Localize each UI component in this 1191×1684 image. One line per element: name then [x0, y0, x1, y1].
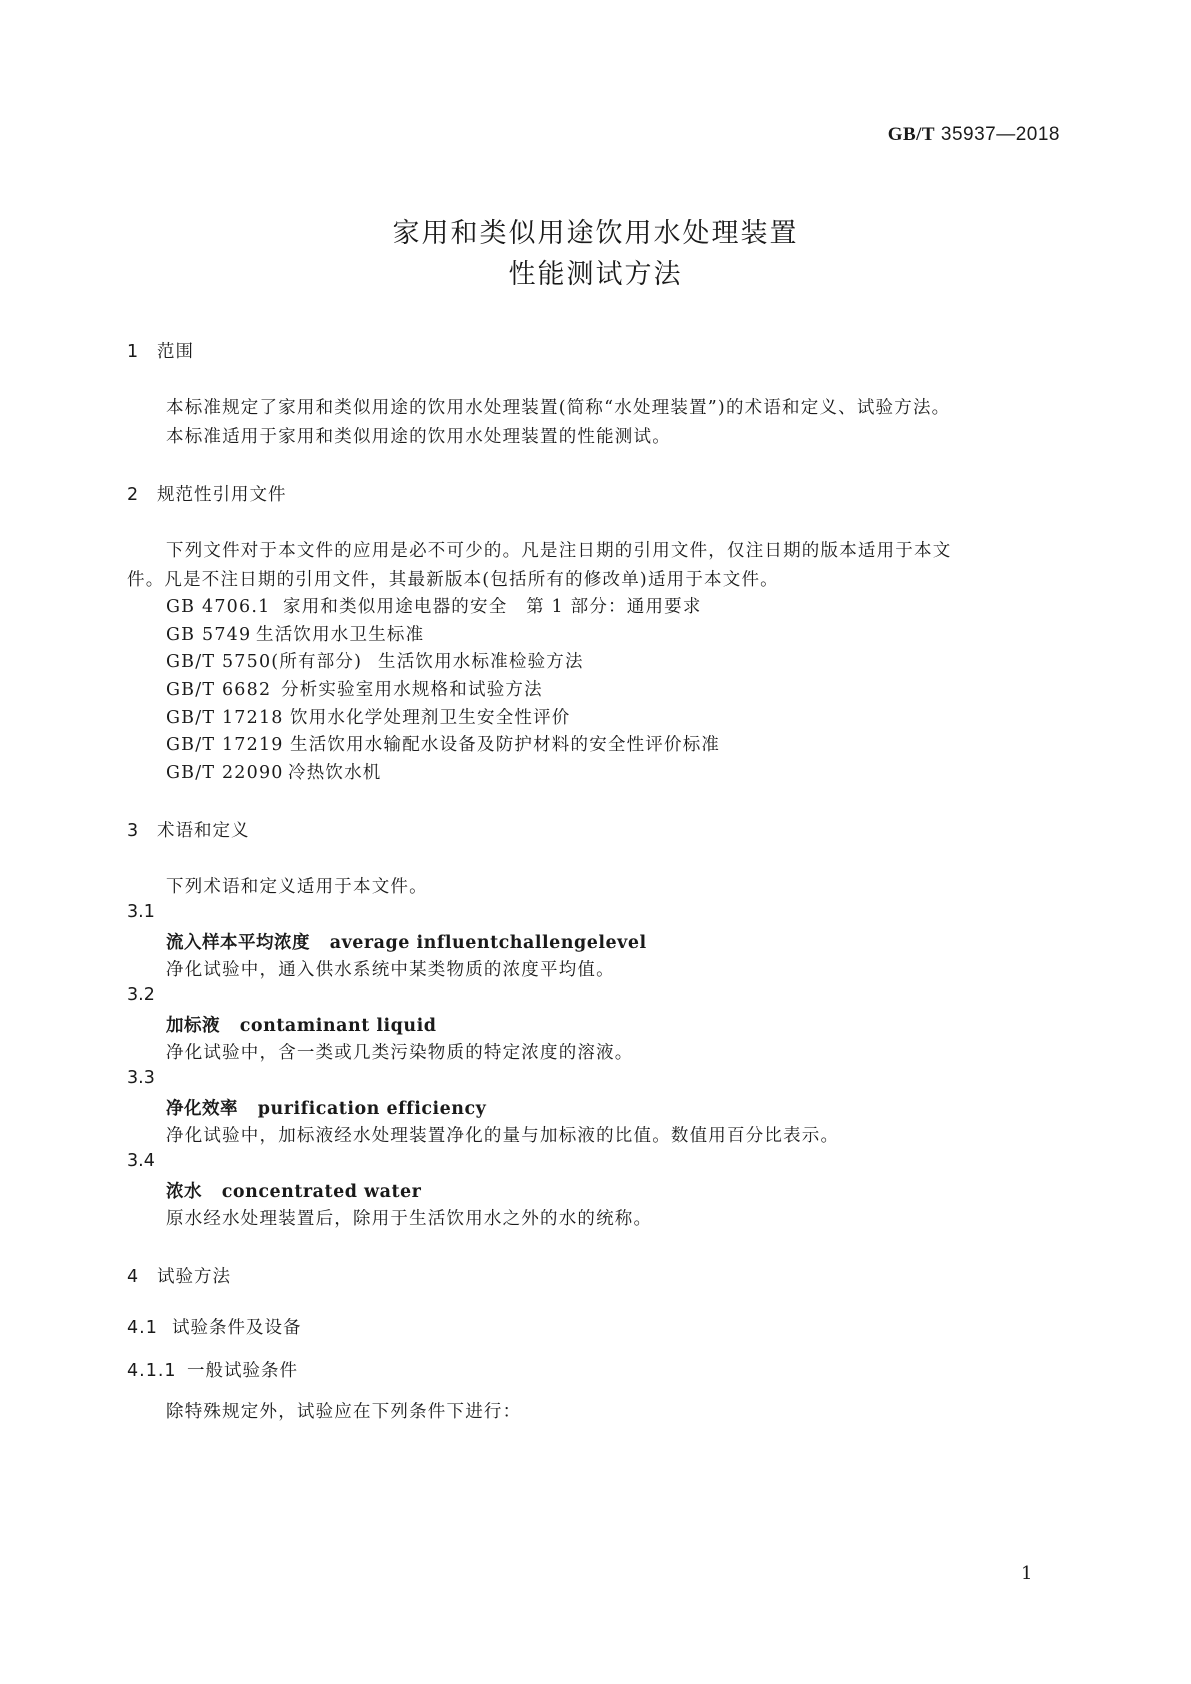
- paragraph: 下列术语和定义适用于本文件。: [166, 877, 428, 897]
- reference-title: 分析实验室用水规格和试验方法: [281, 680, 543, 700]
- reference-title: 家用和类似用途电器的安全 第 1 部分：通用要求: [283, 597, 702, 617]
- document-title-line2: 性能测试方法: [508, 259, 683, 290]
- paragraph: 件。凡是不注日期的引用文件，其最新版本(包括所有的修改单)适用于本文件。: [127, 570, 779, 590]
- term-number: 3.1: [127, 902, 155, 922]
- term-en: contaminant liquid: [239, 1016, 437, 1036]
- section-title: 范围: [157, 342, 194, 362]
- term-definition: 原水经水处理装置后，除用于生活饮用水之外的水的统称。: [166, 1209, 653, 1229]
- section-3-heading: [127, 817, 250, 842]
- reference-title: 饮用水化学处理剂卫生安全性评价: [290, 708, 571, 728]
- subsection-4-1-heading: [127, 1314, 302, 1339]
- reference-item: [166, 593, 702, 618]
- reference-item: [166, 648, 584, 673]
- section-number: 2: [127, 485, 140, 505]
- reference-item: [166, 759, 382, 784]
- term-en: average influentchallengelevel: [329, 933, 647, 953]
- section-number: 1: [127, 342, 140, 362]
- term-number: 3.4: [127, 1151, 155, 1171]
- section-title: 试验条件及设备: [172, 1318, 302, 1338]
- term-number: 3.3: [127, 1068, 155, 1088]
- standard-code: 35937—2018: [940, 124, 1060, 145]
- section-number: 4.1: [127, 1318, 158, 1338]
- subsection-4-1-1-heading: [127, 1357, 298, 1382]
- reference-item: [166, 731, 720, 756]
- term-zh: 浓水: [166, 1182, 202, 1202]
- section-title: 术语和定义: [157, 821, 250, 841]
- reference-item: [166, 676, 543, 701]
- term-heading: [166, 929, 647, 954]
- page-number: 1: [1021, 1563, 1033, 1584]
- term-zh: 净化效率: [166, 1099, 238, 1119]
- paragraph: 本标准适用于家用和类似用途的饮用水处理装置的性能测试。: [166, 427, 671, 447]
- term-heading: [166, 1095, 486, 1120]
- term-zh: 加标液: [166, 1016, 220, 1036]
- term-definition: 净化试验中，含一类或几类污染物质的特定浓度的溶液。: [166, 1043, 634, 1063]
- reference-code: GB/T 17219: [166, 735, 284, 755]
- section-number: 4: [127, 1267, 140, 1287]
- standard-prefix: GB/T: [887, 124, 936, 145]
- section-1-heading: [127, 338, 194, 363]
- reference-code: GB 4706.1: [166, 597, 271, 617]
- section-4-heading: [127, 1263, 231, 1288]
- paragraph: 本标准规定了家用和类似用途的饮用水处理装置(简称“水处理装置”)的术语和定义、试验方法。: [166, 398, 951, 418]
- reference-title: 生活饮用水标准检验方法: [378, 652, 584, 672]
- reference-title: 冷热饮水机: [288, 763, 382, 783]
- document-title-line1: 家用和类似用途饮用水处理装置: [392, 218, 799, 249]
- section-title: 试验方法: [157, 1267, 231, 1287]
- term-definition: 净化试验中，通入供水系统中某类物质的浓度平均值。: [166, 960, 615, 980]
- section-2-heading: [127, 481, 287, 506]
- term-en: purification efficiency: [257, 1099, 487, 1119]
- term-zh: 流入样本平均浓度: [166, 933, 310, 953]
- term-definition: 净化试验中，加标液经水处理装置净化的量与加标液的比值。数值用百分比表示。: [166, 1126, 840, 1146]
- reference-title: 生活饮用水输配水设备及防护材料的安全性评价标准: [290, 735, 721, 755]
- reference-title: 生活饮用水卫生标准: [256, 625, 425, 645]
- term-heading: [166, 1012, 437, 1037]
- reference-item: [166, 704, 571, 729]
- reference-code: GB 5749: [166, 625, 252, 645]
- reference-item: [166, 621, 424, 646]
- reference-code: GB/T 22090: [166, 763, 284, 783]
- reference-code: GB/T 5750(所有部分): [166, 652, 363, 672]
- term-number: 3.2: [127, 985, 155, 1005]
- section-number: 4.1.1: [127, 1361, 177, 1381]
- term-en: concentrated water: [221, 1182, 422, 1202]
- section-title: 一般试验条件: [187, 1361, 298, 1381]
- section-title: 规范性引用文件: [157, 485, 287, 505]
- standard-number: [888, 124, 1060, 146]
- reference-code: GB/T 6682: [166, 680, 272, 700]
- paragraph: 除特殊规定外，试验应在下列条件下进行：: [166, 1402, 522, 1422]
- reference-code: GB/T 17218: [166, 708, 284, 728]
- term-heading: [166, 1178, 421, 1203]
- section-number: 3: [127, 821, 140, 841]
- paragraph: 下列文件对于本文件的应用是必不可少的。凡是注日期的引用文件，仅注日期的版本适用于本文: [166, 541, 952, 561]
